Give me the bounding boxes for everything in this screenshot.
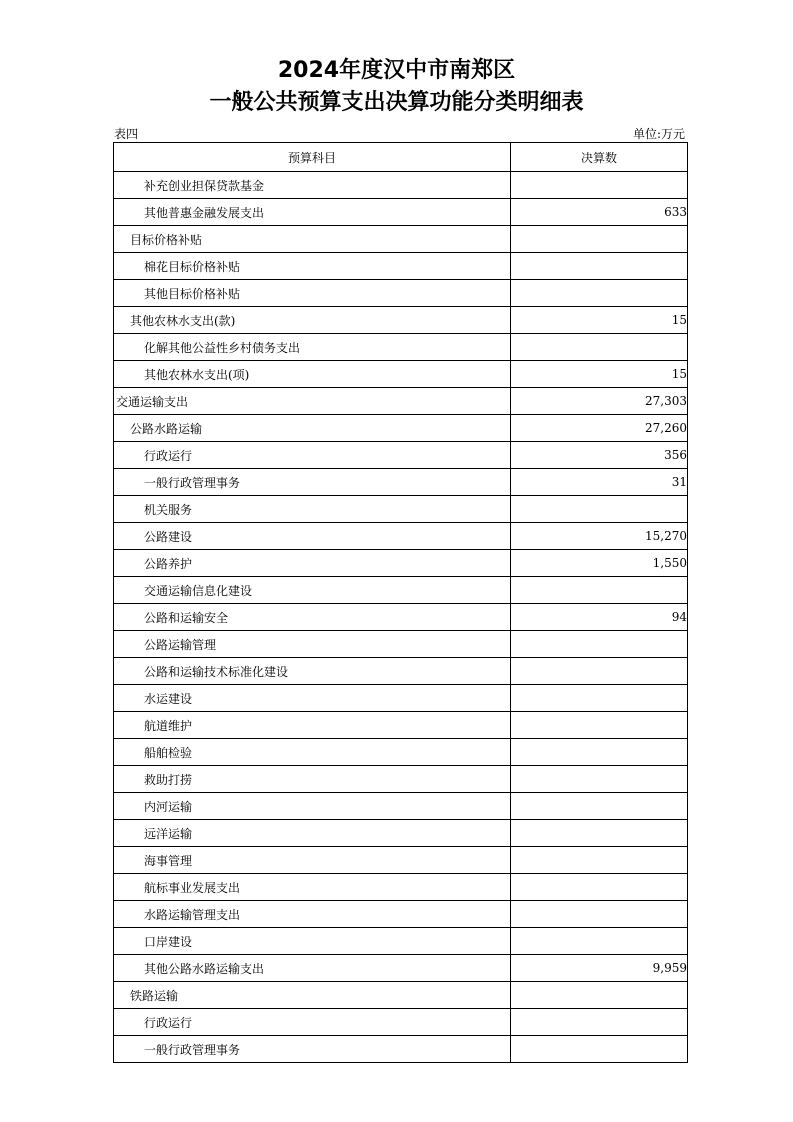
row-amount-cell [511, 226, 688, 253]
row-amount-cell: 356 [511, 442, 688, 469]
row-amount-cell: 27,260 [511, 415, 688, 442]
row-subject-cell: 铁路运输 [114, 982, 511, 1009]
row-amount-cell [511, 496, 688, 523]
row-amount-cell [511, 658, 688, 685]
table-row [114, 874, 688, 901]
row-amount-cell: 9,959 [511, 955, 688, 982]
table-row [114, 739, 688, 766]
row-subject-cell: 水路运输管理支出 [114, 901, 511, 928]
table-row [114, 685, 688, 712]
table-row [114, 253, 688, 280]
row-amount-cell [511, 766, 688, 793]
table-number-label: 表四 [114, 127, 139, 141]
row-amount-cell: 633 [511, 199, 688, 226]
row-subject-cell: 海事管理 [114, 847, 511, 874]
row-subject-cell: 公路和运输安全 [114, 604, 511, 631]
table-row [114, 388, 688, 415]
row-subject-cell: 水运建设 [114, 685, 511, 712]
row-amount-cell [511, 739, 688, 766]
row-amount-cell [511, 793, 688, 820]
table-row [114, 469, 688, 496]
row-amount-cell [511, 1036, 688, 1063]
row-amount-cell: 27,303 [511, 388, 688, 415]
table-row [114, 280, 688, 307]
row-amount-cell [511, 280, 688, 307]
row-subject-cell: 公路水路运输 [114, 415, 511, 442]
column-header-final-amount: 决算数 [511, 143, 688, 172]
row-subject-cell: 化解其他公益性乡村债务支出 [114, 334, 511, 361]
table-row [114, 847, 688, 874]
row-subject-cell: 其他目标价格补贴 [114, 280, 511, 307]
row-subject-cell: 补充创业担保贷款基金 [114, 172, 511, 199]
table-row [114, 172, 688, 199]
column-header-budget-subject: 预算科目 [114, 143, 511, 172]
table-row [114, 550, 688, 577]
row-subject-cell: 行政运行 [114, 1009, 511, 1036]
row-subject-cell: 公路和运输技术标准化建设 [114, 658, 511, 685]
row-amount-cell [511, 685, 688, 712]
table-row [114, 361, 688, 388]
table-row [114, 604, 688, 631]
row-amount-cell [511, 577, 688, 604]
table-row [114, 1009, 688, 1036]
row-amount-cell: 31 [511, 469, 688, 496]
table-row [114, 199, 688, 226]
table-row [114, 793, 688, 820]
table-row [114, 631, 688, 658]
row-subject-cell: 航道维护 [114, 712, 511, 739]
row-amount-cell: 15 [511, 307, 688, 334]
row-subject-cell: 救助打捞 [114, 766, 511, 793]
row-subject-cell: 船舶检验 [114, 739, 511, 766]
row-amount-cell: 15 [511, 361, 688, 388]
table-row [114, 334, 688, 361]
row-subject-cell: 一般行政管理事务 [114, 469, 511, 496]
row-amount-cell [511, 928, 688, 955]
row-subject-cell: 口岸建设 [114, 928, 511, 955]
row-subject-cell: 航标事业发展支出 [114, 874, 511, 901]
table-row [114, 658, 688, 685]
row-amount-cell [511, 820, 688, 847]
row-subject-cell: 行政运行 [114, 442, 511, 469]
row-subject-cell: 公路养护 [114, 550, 511, 577]
row-subject-cell: 其他普惠金融发展支出 [114, 199, 511, 226]
row-subject-cell: 公路建设 [114, 523, 511, 550]
row-subject-cell: 远洋运输 [114, 820, 511, 847]
unit-label: 单位:万元 [632, 127, 685, 141]
row-amount-cell: 15,270 [511, 523, 688, 550]
row-amount-cell [511, 1009, 688, 1036]
row-amount-cell [511, 982, 688, 1009]
row-amount-cell: 1,550 [511, 550, 688, 577]
row-subject-cell: 棉花目标价格补贴 [114, 253, 511, 280]
table-row [114, 901, 688, 928]
table-row [114, 442, 688, 469]
table-body [114, 172, 688, 1063]
row-subject-cell: 一般行政管理事务 [114, 1036, 511, 1063]
row-subject-cell: 其他农林水支出(款) [114, 307, 511, 334]
page-subtitle: 一般公共预算支出决算功能分类明细表 [209, 90, 584, 115]
table-row [114, 307, 688, 334]
row-amount-cell [511, 253, 688, 280]
table-row [114, 982, 688, 1009]
row-amount-cell [511, 712, 688, 739]
table-row [114, 226, 688, 253]
row-subject-cell: 其他公路水路运输支出 [114, 955, 511, 982]
table-row [114, 766, 688, 793]
table-header-row [114, 143, 688, 172]
table-row [114, 928, 688, 955]
row-amount-cell [511, 874, 688, 901]
table-row [114, 415, 688, 442]
page-title: 2024年度汉中市南郑区 [277, 58, 516, 83]
table-row [114, 712, 688, 739]
table-row [114, 820, 688, 847]
row-amount-cell [511, 901, 688, 928]
table-row [114, 496, 688, 523]
row-subject-cell: 内河运输 [114, 793, 511, 820]
row-subject-cell: 公路运输管理 [114, 631, 511, 658]
budget-table [113, 142, 688, 1063]
row-amount-cell [511, 334, 688, 361]
table-row [114, 1036, 688, 1063]
row-subject-cell: 机关服务 [114, 496, 511, 523]
row-amount-cell [511, 847, 688, 874]
row-subject-cell: 目标价格补贴 [114, 226, 511, 253]
table-row [114, 523, 688, 550]
row-subject-cell: 交通运输信息化建设 [114, 577, 511, 604]
table-row [114, 955, 688, 982]
row-amount-cell [511, 631, 688, 658]
row-subject-cell: 其他农林水支出(项) [114, 361, 511, 388]
row-amount-cell: 94 [511, 604, 688, 631]
row-subject-cell: 交通运输支出 [114, 388, 511, 415]
row-amount-cell [511, 172, 688, 199]
table-row [114, 577, 688, 604]
